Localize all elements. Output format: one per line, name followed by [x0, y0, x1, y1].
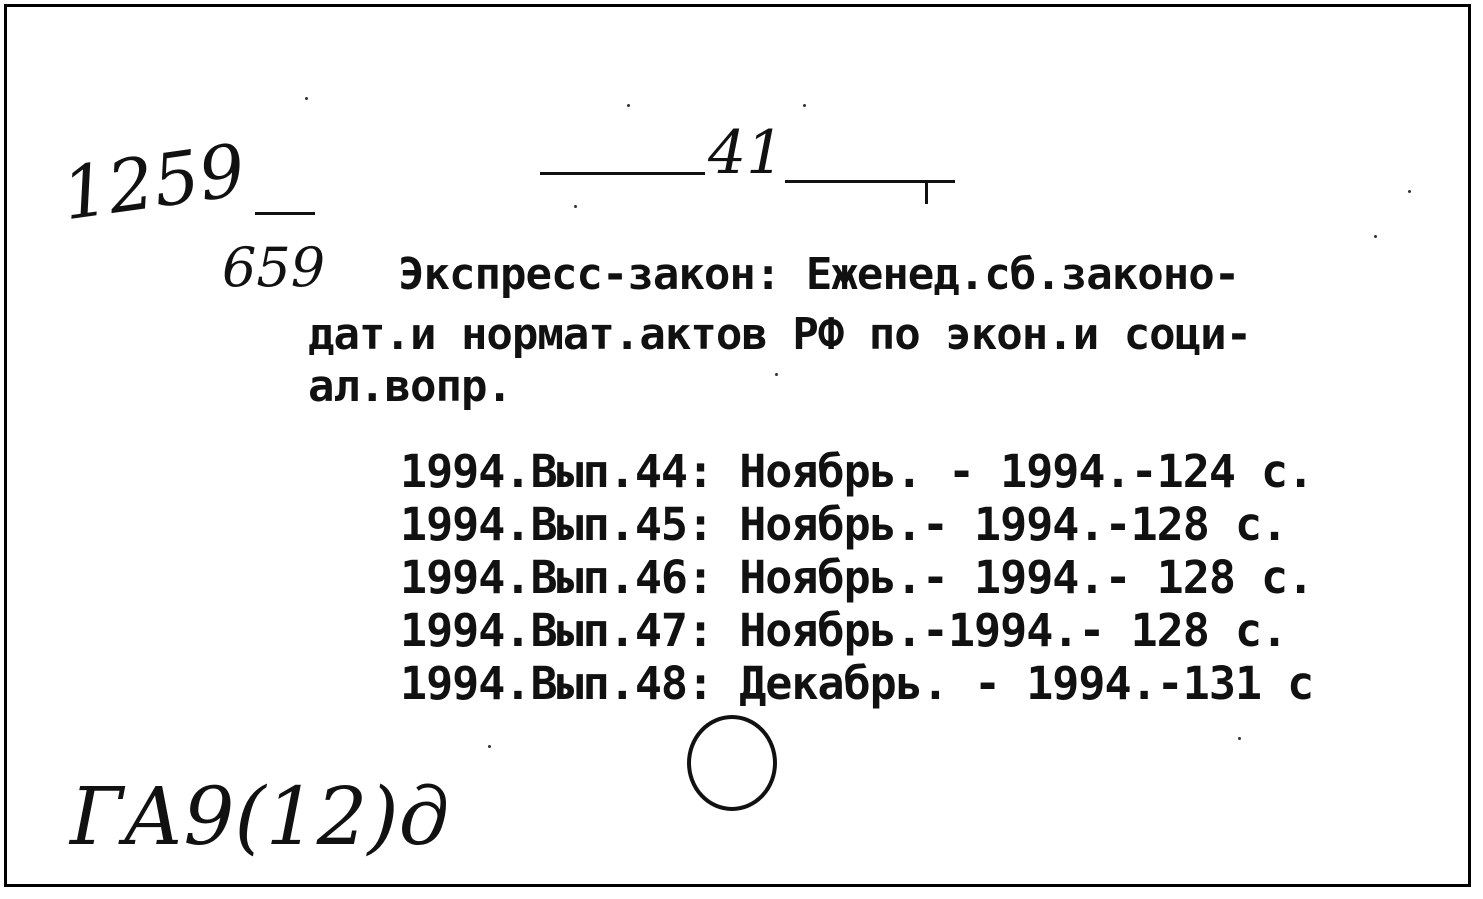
- title-line-2: дат.и нормат.актов РФ по экон.и соци-: [308, 309, 1252, 360]
- catalog-number: 1259: [57, 127, 251, 237]
- speck: [1408, 190, 1411, 193]
- card-hole: [684, 712, 780, 814]
- speck: [488, 745, 491, 748]
- title-line-3: ал.вопр.: [308, 361, 512, 412]
- issue-line: 1994.Вып.45: Ноябрь.- 1994.-128 с.: [400, 498, 1288, 551]
- issue-line: 1994.Вып.47: Ноябрь.-1994.- 128 с.: [400, 604, 1288, 657]
- shelf-mark: ГА9(12)д: [70, 770, 450, 863]
- speck: [574, 205, 577, 208]
- issue-line: 1994.Вып.48: Декабрь. - 1994.-131 с: [400, 657, 1314, 710]
- issue-line: 1994.Вып.44: Ноябрь. - 1994.-124 с.: [400, 445, 1314, 498]
- speck: [775, 373, 778, 376]
- speck: [1238, 737, 1241, 740]
- top-dash-right: [785, 180, 955, 183]
- speck: [305, 97, 308, 100]
- speck: [803, 104, 806, 107]
- issue-line: 1994.Вып.46: Ноябрь.- 1994.- 128 с.: [400, 551, 1314, 604]
- top-dash-tick: [925, 182, 928, 204]
- top-dash-left: [540, 172, 705, 175]
- speck: [1374, 235, 1377, 238]
- catalog-number-dash: [255, 212, 315, 215]
- catalog-subnumber: 659: [222, 236, 326, 299]
- speck: [627, 104, 630, 107]
- title-line-1: Экспресс-закон: Еженед.сб.законо-: [398, 249, 1240, 300]
- top-number: 41: [708, 118, 785, 188]
